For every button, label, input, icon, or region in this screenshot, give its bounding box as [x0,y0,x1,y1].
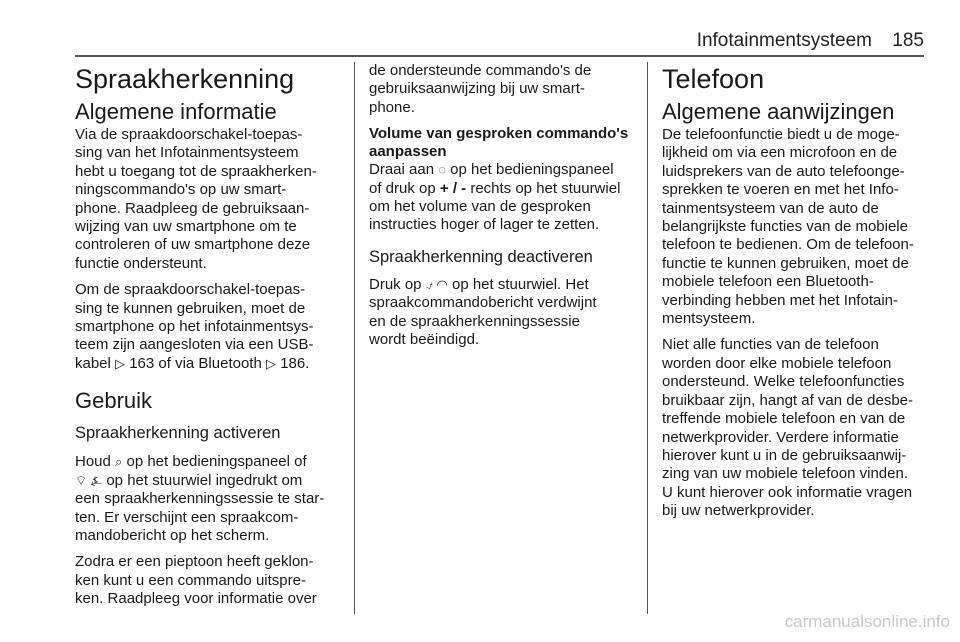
hang-up-icon: ⍻ ◠ [425,276,448,292]
heading-gebruik: Gebruik [75,388,153,414]
column-3 [662,62,928,521]
running-header-title: Infotainmentsysteem [696,30,872,51]
paragraph-deactiveren [369,276,635,350]
heading-deactiveren: Spraakherkenning deactiveren [369,247,593,266]
page-number: 185 [892,30,924,51]
paragraph-intro: Via de spraakdoorschakel-toepas- sing van het Infotainmentsysteem hebt u toegang tot de spraakherken- ningscommando's op uw smart- phone. Raadpleeg de gebruiksaan- wijzing van uw smartphone om te controleren of uw smartphone deze functie ondersteunt. [75,126,317,272]
heading-algemene-informatie: Algemene informatie [75,99,277,124]
text-stuurwiel-ingedrukt: op het stuurwiel ingedrukt om een spraakherkenningssessie te star- ten. Er verschijnt een spraakcom- mandobericht op het scherm. [75,471,325,544]
page-reference-icon: ▷ [115,355,126,371]
page-ref-163[interactable]: 163 [129,354,155,372]
heading-algemene-aanwijzingen: Algemene aanwijzingen [662,99,895,124]
text-houd: Houd [75,453,111,471]
text-draai-aan: Draai aan [369,161,435,179]
paragraph-commandos: de ondersteunde commando's de gebruiksaanwijzing bij uw smart- phone. [369,62,592,116]
column-divider-2 [647,62,648,614]
text-bedieningspaneel: op het bedieningspaneel of [126,453,307,471]
page-ref-186[interactable]: 186. [280,354,310,372]
text-druk-op: Druk op [369,275,422,293]
section-title-spraakherkenning: Spraakherkenning [75,64,295,94]
text-of-druk-op: op het bedieningspaneel of druk op [369,161,614,197]
paragraph-volume [369,161,635,235]
voice-button-icon: ⌕ [115,454,123,470]
power-knob-icon: ◌ [438,162,446,178]
paragraph-usb-text: Om de spraakdoorschakel-toepas- sing te kunnen gebruiken, moet de smartphone op het infotainmentsys- teem zijn aangesloten via een USB- kabel [75,281,314,372]
text-rechts-op-stuurwiel: rechts op het stuurwiel om het volume van de gesproken instructies hoger of lager te zetten. [369,179,621,234]
paragraph-telefoonfunctie: De telefoonfunctie biedt u de moge- lijkheid om via een microfoon en de luidsprekers van de auto telefoonge- sprekken te voeren en met het Info- tainmentsysteem van de auto de belangrijkste functies van de mobiele telefoon te bedienen. Om de telefoon- functie te kunnen gebruiken, moet de mobiele telefoon een Bluetooth- verbinding hebben met het Infotain- mentsysteem. [662,126,914,328]
paragraph-activeren [75,453,342,545]
column-2 [369,62,635,349]
plus-minus-label: + / - [439,179,467,197]
watermark: carmanualsonline.info [784,612,950,631]
steering-wheel-voice-icon: ⌔ ⍼ [75,472,103,488]
paragraph-niet-alle-functies: Niet alle functies van de telefoon worden door elke mobiele telefoon ondersteund. Welke telefoonfuncties bruikbaar zijn, hangt af van de desbe- treffende mobiele telefoon en van de netwerkprovider. Verdere informatie hierover kunt u in de gebruiksaanwij- zing van uw mobiele telefoon vinden. U kunt hierover ook informatie vragen bij uw netwerkprovider. [662,336,913,520]
text-via-bluetooth: of via Bluetooth [158,354,262,372]
section-title-telefoon: Telefoon [662,64,765,94]
page-reference-icon: ▷ [265,355,276,371]
column-divider-1 [354,62,355,614]
heading-activeren: Spraakherkenning activeren [75,424,281,443]
text-sessie-beeindigd: op het stuurwiel. Het spraakcommandobericht verdwijnt en de spraakherkenningssessie wordt beëindigd. [369,275,597,349]
paragraph-usb-bluetooth [75,281,342,373]
heading-volume: Volume van gesproken commando's aanpassen [369,125,629,161]
column-1 [75,62,342,609]
page-header [0,30,960,52]
paragraph-pieptoon: Zodra er een pieptoon heeft geklon- ken kunt u een commando uitspre- ken. Raadpleeg voor informatie over [75,553,317,608]
header-rule [75,55,924,57]
